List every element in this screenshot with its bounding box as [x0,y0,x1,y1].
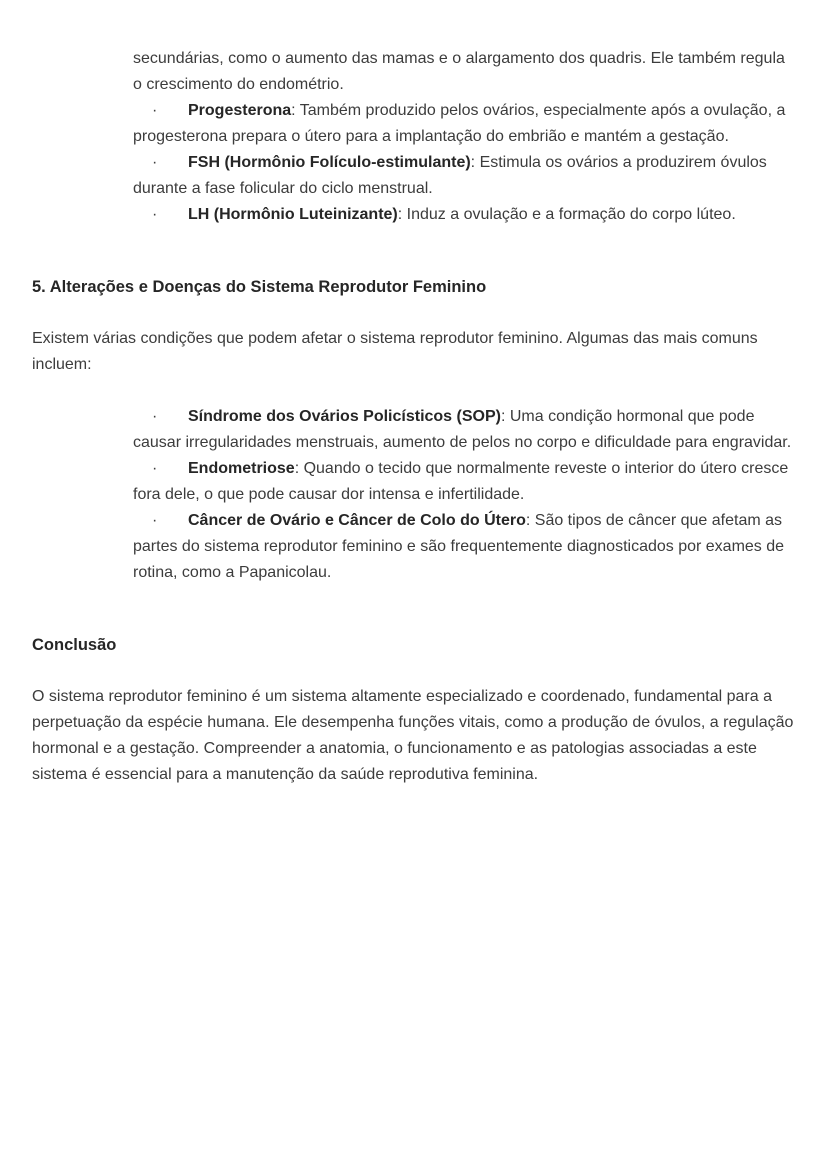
list-desc: : São tipos de câncer que afetam as partes do sistema reprodutor feminino e são frequentemente diagnosticados por exames de rotina, como a Papanicolau. [133,512,785,581]
list-term: Endometriose [188,460,295,477]
list-term: FSH (Hormônio Folículo-estimulante) [188,154,471,171]
list-desc: : Estimula os ovários a produzirem óvulos durante a fase folicular do ciclo menstrual. [133,154,767,197]
list-item-endometriose [133,456,796,508]
section5-heading: 5. Alterações e Doenças do Sistema Reprodutor Feminino [32,278,487,296]
list-term: Câncer de Ovário e Câncer de Colo do Útero [188,512,526,529]
list-term: Síndrome dos Ovários Policísticos (SOP) [188,408,501,425]
bullet-marker: · [152,102,158,119]
bullet-marker: · [152,408,158,425]
list-item-sop [133,404,796,456]
paragraph-continuation: secundárias, como o aumento das mamas e o alargamento dos quadris. Ele também regula o crescimento do endométrio. [133,50,785,93]
list-desc: : Induz a ovulação e a formação do corpo lúteo. [397,206,736,223]
list-item-lh [133,202,796,228]
list-desc: : Também produzido pelos ovários, especialmente após a ovulação, a progesterona prepara o útero para a implantação do embrião e mantém a gestação. [133,102,786,145]
conclusion-paragraph: O sistema reprodutor feminino é um sistema altamente especializado e coordenado, fundamental para a perpetuação da espécie humana. Ele desempenha funções vitais, como a produção de óvulos, a regulação hormonal e a gestação. Compreender a anatomia, o funcionamento e as patologias associadas a este sistema é essencial para a manutenção da saúde reprodutiva feminina. [32,688,794,783]
conclusion-heading: Conclusão [32,636,117,654]
bullet-marker: · [152,512,158,529]
list-term: LH (Hormônio Luteinizante) [188,206,398,223]
list-term: Progesterona [188,102,292,119]
bullet-marker: · [152,154,158,171]
section5-intro: Existem várias condições que podem afetar o sistema reprodutor feminino. Algumas das mais comuns incluem: [32,330,758,373]
conditions-list [133,404,796,586]
list-desc: : Quando o tecido que normalmente reveste o interior do útero cresce fora dele, o que pode causar dor intensa e infertilidade. [133,460,789,503]
list-item-cancer [133,508,796,586]
bullet-marker: · [152,460,158,477]
list-item-progesterona [133,98,796,150]
list-item-fsh [133,150,796,202]
bullet-marker: · [152,206,158,223]
list-desc: : Uma condição hormonal que pode causar irregularidades menstruais, aumento de pelos no corpo e dificuldade para engravidar. [133,408,792,451]
hormone-list [133,98,796,228]
